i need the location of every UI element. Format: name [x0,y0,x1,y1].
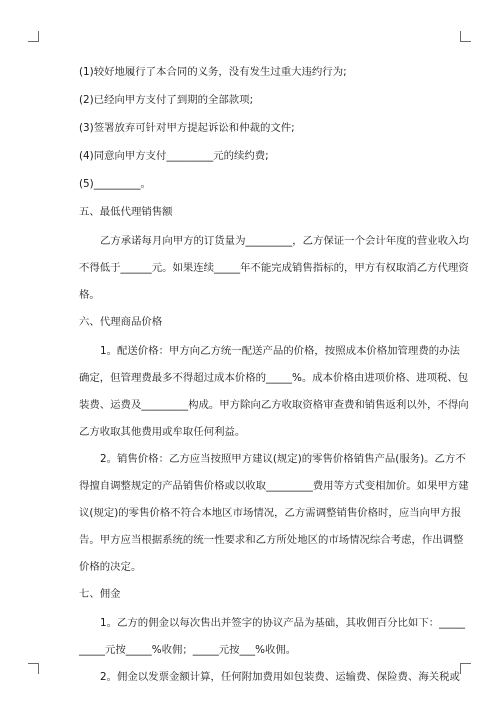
list-item: (4)同意向甲方支付_________元的续约费; [79,150,269,162]
paragraph-line: 1。配送价格：甲方向乙方统一配送产品的价格，按照成本价格加管理费的办法 [100,345,460,357]
paragraph-line: _____元按_____%收佣；_____元按___%收佣。 [79,644,297,656]
paragraph-line: 确定，但管理费最多不得超过成本价格的_____%。成本价格由进项价格、进项税、包 [79,372,469,384]
paragraph-line: 价格的决定。 [79,561,142,573]
section-heading: 六、代理商品价格 [79,316,163,328]
list-item: (3)签署放弃可针对甲方提起诉讼和仲裁的文件; [79,122,295,134]
crop-mark-bottom-right [460,663,471,674]
paragraph-line: 1。乙方的佣金以每次售出并签字的协议产品为基础，其收佣百分比如下：_____ [100,617,466,629]
paragraph-line: 装费、运费及_________构成。甲方除向乙方收取资格审查费和销售返利以外，不得向 [79,399,469,411]
paragraph-line: 得擅自调整规定的产品销售价格或以收取_________费用等方式变相加价。如果甲方建 [79,480,469,492]
crop-mark-bottom-left [28,663,39,674]
paragraph-line: 议(规定)的零售价格不符合本地区市场情况，乙方需调整销售价格时，应当向甲方报 [79,507,462,519]
paragraph-line: 乙方承诺每月向甲方的订货量为_________，乙方保证一个会计年度的营业收入均 [100,235,469,247]
crop-mark-top-right [460,31,471,42]
paragraph-line: 不得低于______元。如果连续_____年不能完成销售指标的，甲方有权取消乙方代理资 [79,262,469,274]
paragraph-line: 告。甲方应当根据系统的统一性要求和乙方所处地区的市场情况综合考虑，作出调整 [79,534,464,546]
list-item: (2)已经向甲方支付了到期的全部款项; [79,94,254,106]
paragraph-line: 格。 [79,289,100,301]
paragraph-line: 乙方收取其他费用或牟取任何利益。 [79,426,246,438]
section-heading: 七、佣金 [79,588,121,600]
list-item: (5)_________。 [79,178,151,190]
section-heading: 五、最低代理销售额 [79,206,173,218]
paragraph-line: 2。销售价格：乙方应当按照甲方建议(规定)的零售价格销售产品(服务)。乙方不 [100,453,466,465]
document-body [79,64,469,696]
crop-mark-top-left [28,31,39,42]
paragraph-line: 2。佣金以发票金额计算，任何附加费用如包装费、运输费、保险费、海关税或 [100,671,460,683]
list-item: (1)较好地履行了本合同的义务，没有发生过重大违约行为; [79,66,347,78]
